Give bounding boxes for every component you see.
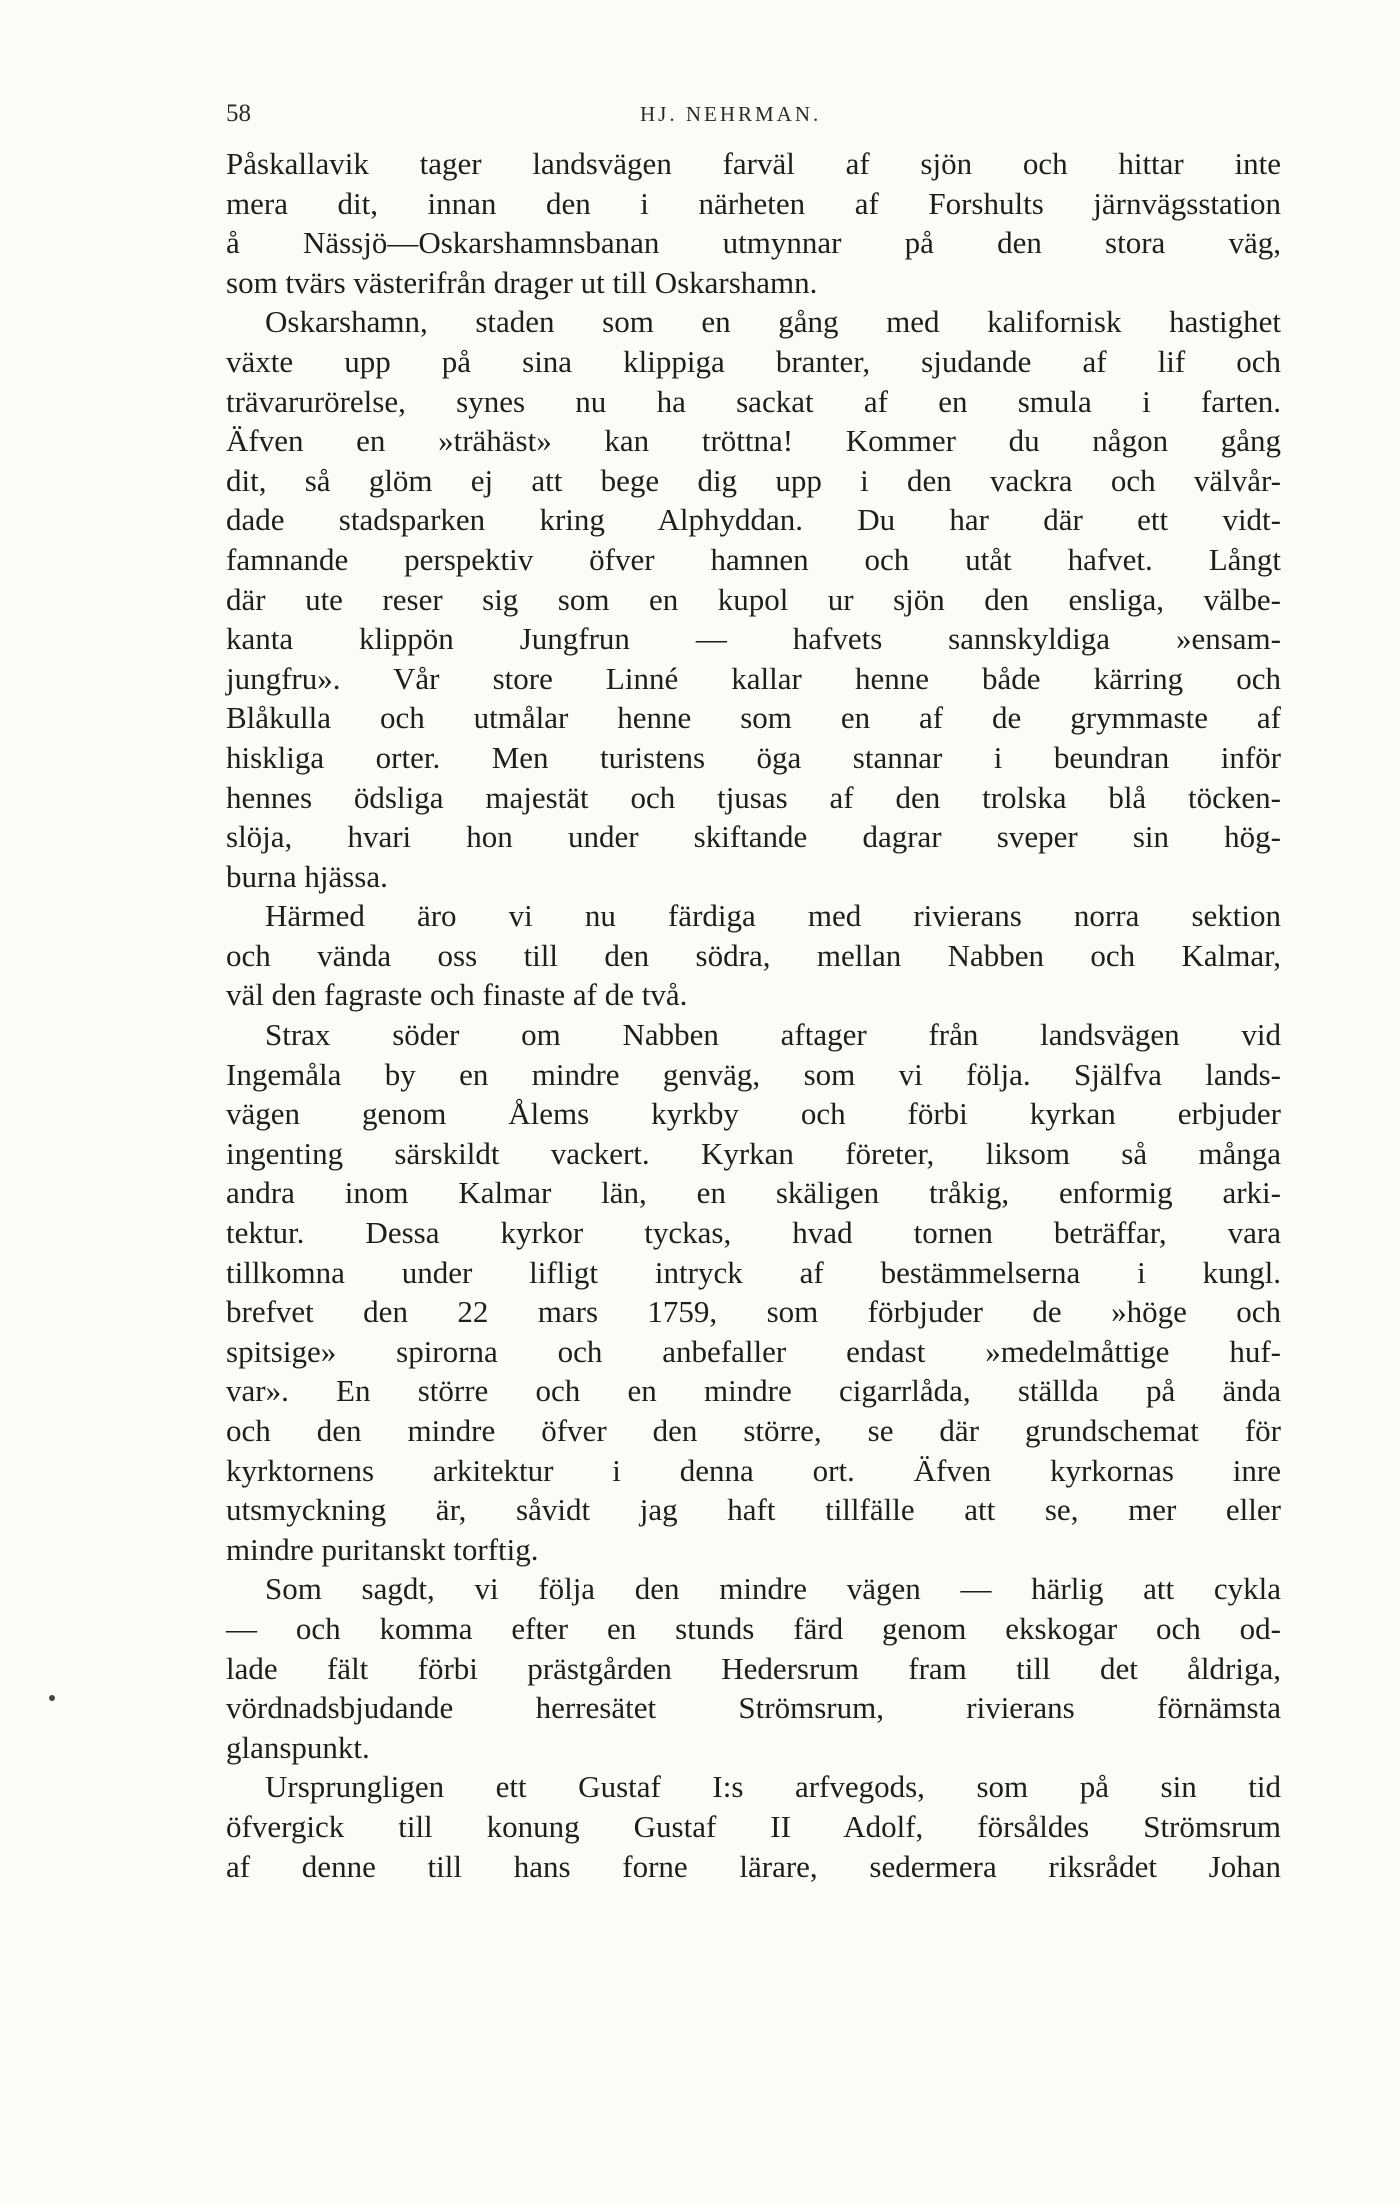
text-line: mindre puritanskt torftig. (226, 1531, 539, 1567)
text-line: Ursprungligen ett Gustaf I:s arfvegods, som på sin tid (265, 1769, 1281, 1805)
text-line: växte upp på sina klippiga branter, sjudande af lif och (226, 343, 1281, 379)
text-line: å Nässjö—Oskarshamnsbanan utmynnar på den stora väg, (226, 225, 1281, 261)
text-line: trävarurörelse, synes nu ha sackat af en smula i farten. (226, 383, 1281, 419)
text-line: spitsige» spirorna och anbefaller endast »medelmåttige huf- (226, 1333, 1281, 1369)
text-line: Ingemåla by en mindre genväg, som vi följa. Själfva lands- (226, 1056, 1281, 1092)
page-number: 58 (226, 100, 251, 127)
text-line: vördnadsbjudande herresätet Strömsrum, rivierans förnämsta (226, 1690, 1281, 1726)
text-line: tillkomna under lifligt intryck af bestämmelserna i kungl. (226, 1254, 1281, 1290)
text-line: utsmyckning är, såvidt jag haft tillfälle att se, mer eller (226, 1492, 1281, 1528)
margin-mark (49, 1695, 55, 1701)
text-line: burna hjässa. (226, 858, 388, 894)
text-line: mera dit, innan den i närheten af Forshults järnvägsstation (226, 185, 1281, 221)
text-line: där ute reser sig som en kupol ur sjön den ensliga, välbe- (226, 581, 1281, 617)
text-line: och den mindre öfver den större, se där grundschemat för (226, 1413, 1281, 1448)
text-line: öfvergick till konung Gustaf II Adolf, försåldes Strömsrum (226, 1808, 1281, 1844)
text-line: — och komma efter en stunds färd genom ekskogar och od- (226, 1610, 1281, 1646)
text-line: och vända oss till den södra, mellan Nabben och Kalmar, (226, 937, 1281, 973)
text-line: famnande perspektiv öfver hamnen och utåt hafvet. Långt (226, 541, 1281, 577)
text-line: hiskliga orter. Men turistens öga stannar i beundran inför (226, 739, 1281, 775)
text-line: dade stadsparken kring Alphyddan. Du har där ett vidt- (226, 502, 1281, 538)
text-line: Påskallavik tager landsvägen farväl af sjön och hittar inte (226, 146, 1281, 181)
body-text (226, 144, 1281, 1886)
text-line: Som sagdt, vi följa den mindre vägen — härlig att cykla (265, 1571, 1281, 1607)
text-line: jungfru». Vår store Linné kallar henne både kärring och (226, 660, 1281, 696)
running-head: HJ. NEHRMAN. (640, 102, 822, 126)
text-line: Strax söder om Nabben aftager från landsvägen vid (265, 1017, 1281, 1053)
text-line: ingenting särskildt vackert. Kyrkan företer, liksom så många (226, 1135, 1281, 1171)
text-line: af denne till hans forne lärare, sedermera riksrådet Johan (226, 1848, 1281, 1884)
text-line: väl den fagraste och finaste af de två. (226, 977, 688, 1013)
text-line: dit, så glöm ej att bege dig upp i den vackra och välvår- (226, 462, 1281, 498)
text-line: Härmed äro vi nu färdiga med rivierans norra sektion (265, 898, 1281, 934)
text-line: kyrktornens arkitektur i denna ort. Äfven kyrkornas inre (226, 1452, 1281, 1488)
text-line: hennes ödsliga majestät och tjusas af den trolska blå töcken- (226, 779, 1281, 815)
text-line: Oskarshamn, staden som en gång med kalifornisk hastighet (265, 304, 1281, 340)
text-line: tektur. Dessa kyrkor tyckas, hvad tornen beträffar, vara (226, 1215, 1281, 1251)
text-line: brefvet den 22 mars 1759, som förbjuder de »höge och (226, 1294, 1281, 1330)
text-line: Blåkulla och utmålar henne som en af de grymmaste af (226, 700, 1281, 736)
text-line: glanspunkt. (226, 1729, 370, 1765)
page-header (226, 100, 1281, 144)
text-line: lade fält förbi prästgården Hedersrum fram till det åldriga, (226, 1650, 1281, 1686)
text-line: vägen genom Ålems kyrkby och förbi kyrkan erbjuder (226, 1096, 1281, 1132)
text-line: kanta klippön Jungfrun — hafvets sannskyldiga »ensam- (226, 621, 1281, 657)
text-line: Äfven en »trähäst» kan tröttna! Kommer du någon gång (226, 423, 1281, 459)
text-line: slöja, hvari hon under skiftande dagrar sveper sin hög- (226, 819, 1281, 855)
text-line: andra inom Kalmar län, en skäligen tråkig, enformig arki- (226, 1175, 1281, 1211)
text-line: var». En större och en mindre cigarrlåda, ställda på ända (226, 1373, 1281, 1409)
text-line: som tvärs västerifrån drager ut till Oskarshamn. (226, 264, 818, 300)
book-page (226, 100, 1281, 1886)
